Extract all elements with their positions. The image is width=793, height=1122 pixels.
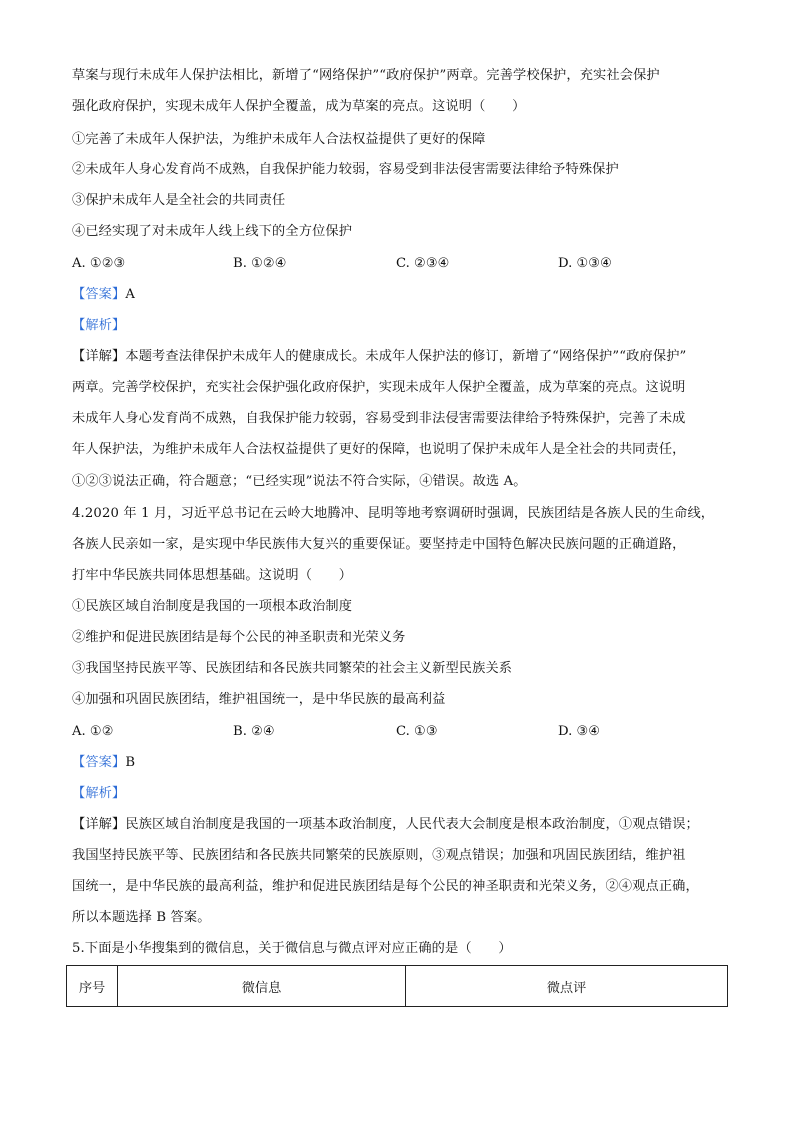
q3-option-b: B. ①②④ [233, 256, 287, 271]
q4-option-a: A. ①② [72, 724, 114, 739]
q4-statement-2: ②维护和促进民族团结是每个公民的神圣职责和光荣义务 [72, 630, 406, 645]
answer-tag: 【答案】 [72, 287, 126, 302]
q3-answer [72, 285, 135, 305]
q4-analysis-heading [72, 784, 125, 804]
table-header-row [67, 966, 728, 1007]
q3-stem-line-2: 强化政府保护，实现未成年人保护全覆盖，成为草案的亮点。这说明（ ） [72, 99, 526, 114]
q3-detail-line-5: ①②③说法正确，符合题意；“已经实现”说法不符合实际，④错误。故选 A。 [72, 474, 527, 489]
detail-text: 民族区域自治制度是我国的一项基本政治制度，人民代表大会制度是根本政治制度，①观点错误； [125, 817, 699, 832]
q3-stem-line-1: 草案与现行未成年人保护法相比，新增了“网络保护”“政府保护”两章。完善学校保护，充实社会保护 [72, 68, 660, 83]
q3-detail-line-4: 年人保护法，为维护未成年人合法权益提供了更好的保障，也说明了保护未成年人是全社会的共同责任， [72, 442, 686, 457]
answer-tag: 【答案】 [72, 755, 126, 770]
q4-detail-line-4: 所以本题选择 B 答案。 [72, 910, 211, 925]
q3-option-d: D. ①③④ [558, 256, 612, 271]
q3-option-c: C. ②③④ [396, 256, 450, 271]
detail-tag: 【详解】 [72, 817, 126, 832]
q4-option-d: D. ③④ [558, 724, 601, 739]
q3-detail-line-1 [72, 347, 686, 367]
analysis-tag: 【解析】 [72, 786, 126, 801]
q4-option-b: B. ②④ [233, 724, 275, 739]
q4-statement-4: ④加强和巩固民族团结，维护祖国统一，是中华民族的最高利益 [72, 692, 446, 707]
q4-answer [72, 753, 135, 773]
q3-statement-3: ③保护未成年人是全社会的共同责任 [72, 193, 286, 208]
answer-value: A [125, 287, 136, 302]
q4-statement-3: ③我国坚持民族平等、民族团结和各民族共同繁荣的社会主义新型民族关系 [72, 661, 513, 676]
q3-analysis-heading [72, 316, 125, 336]
q4-stem-line-3: 打牢中华民族共同体思想基础。这说明（ ） [72, 568, 353, 583]
q5-table [66, 965, 728, 1007]
q4-detail-line-3: 国统一，是中华民族的最高利益，维护和促进民族团结是每个公民的神圣职责和光荣义务，②④观点正确， [72, 879, 699, 894]
table-header-info: 微信息 [118, 966, 406, 1007]
q3-statement-1: ①完善了未成年人保护法，为维护未成年人合法权益提供了更好的保障 [72, 132, 486, 147]
q4-stem-line-1: 4.2020 年 1 月，习近平总书记在云岭大地腾冲、昆明等地考察调研时强调，民族团结是各族人民的生命线， [72, 506, 715, 521]
table-header-index: 序号 [67, 966, 118, 1007]
q3-detail-line-3: 未成年人身心发育尚不成熟，自我保护能力较弱，容易受到非法侵害需要法律给予特殊保护，完善了未成 [72, 411, 686, 426]
answer-value: B [125, 755, 136, 770]
q5-stem: 5.下面是小华搜集到的微信息，关于微信息与微点评对应正确的是（ ） [72, 941, 512, 956]
q4-detail-line-1 [72, 815, 699, 835]
q3-detail-line-2: 两章。完善学校保护，充实社会保护强化政府保护，实现未成年人保护全覆盖，成为草案的亮点。这说明 [72, 380, 686, 395]
q4-stem-line-2: 各族人民亲如一家，是实现中华民族伟大复兴的重要保证。要坚持走中国特色解决民族问题的正确道路， [72, 537, 686, 552]
q3-statement-2: ②未成年人身心发育尚不成熟，自我保护能力较弱，容易受到非法侵害需要法律给予特殊保护 [72, 162, 619, 177]
detail-text: 本题考查法律保护未成年人的健康成长。未成年人保护法的修订，新增了“网络保护”“政府保护” [125, 349, 687, 364]
q3-option-a: A. ①②③ [72, 256, 126, 271]
table-header-comment: 微点评 [406, 966, 728, 1007]
detail-tag: 【详解】 [72, 349, 126, 364]
q4-detail-line-2: 我国坚持民族平等、民族团结和各民族共同繁荣的民族原则，③观点错误；加强和巩固民族团结，维护祖 [72, 848, 686, 863]
analysis-tag: 【解析】 [72, 318, 126, 333]
q3-statement-4: ④已经实现了对未成年人线上线下的全方位保护 [72, 224, 353, 239]
q4-option-c: C. ①③ [396, 724, 438, 739]
q4-statement-1: ①民族区域自治制度是我国的一项根本政治制度 [72, 599, 353, 614]
